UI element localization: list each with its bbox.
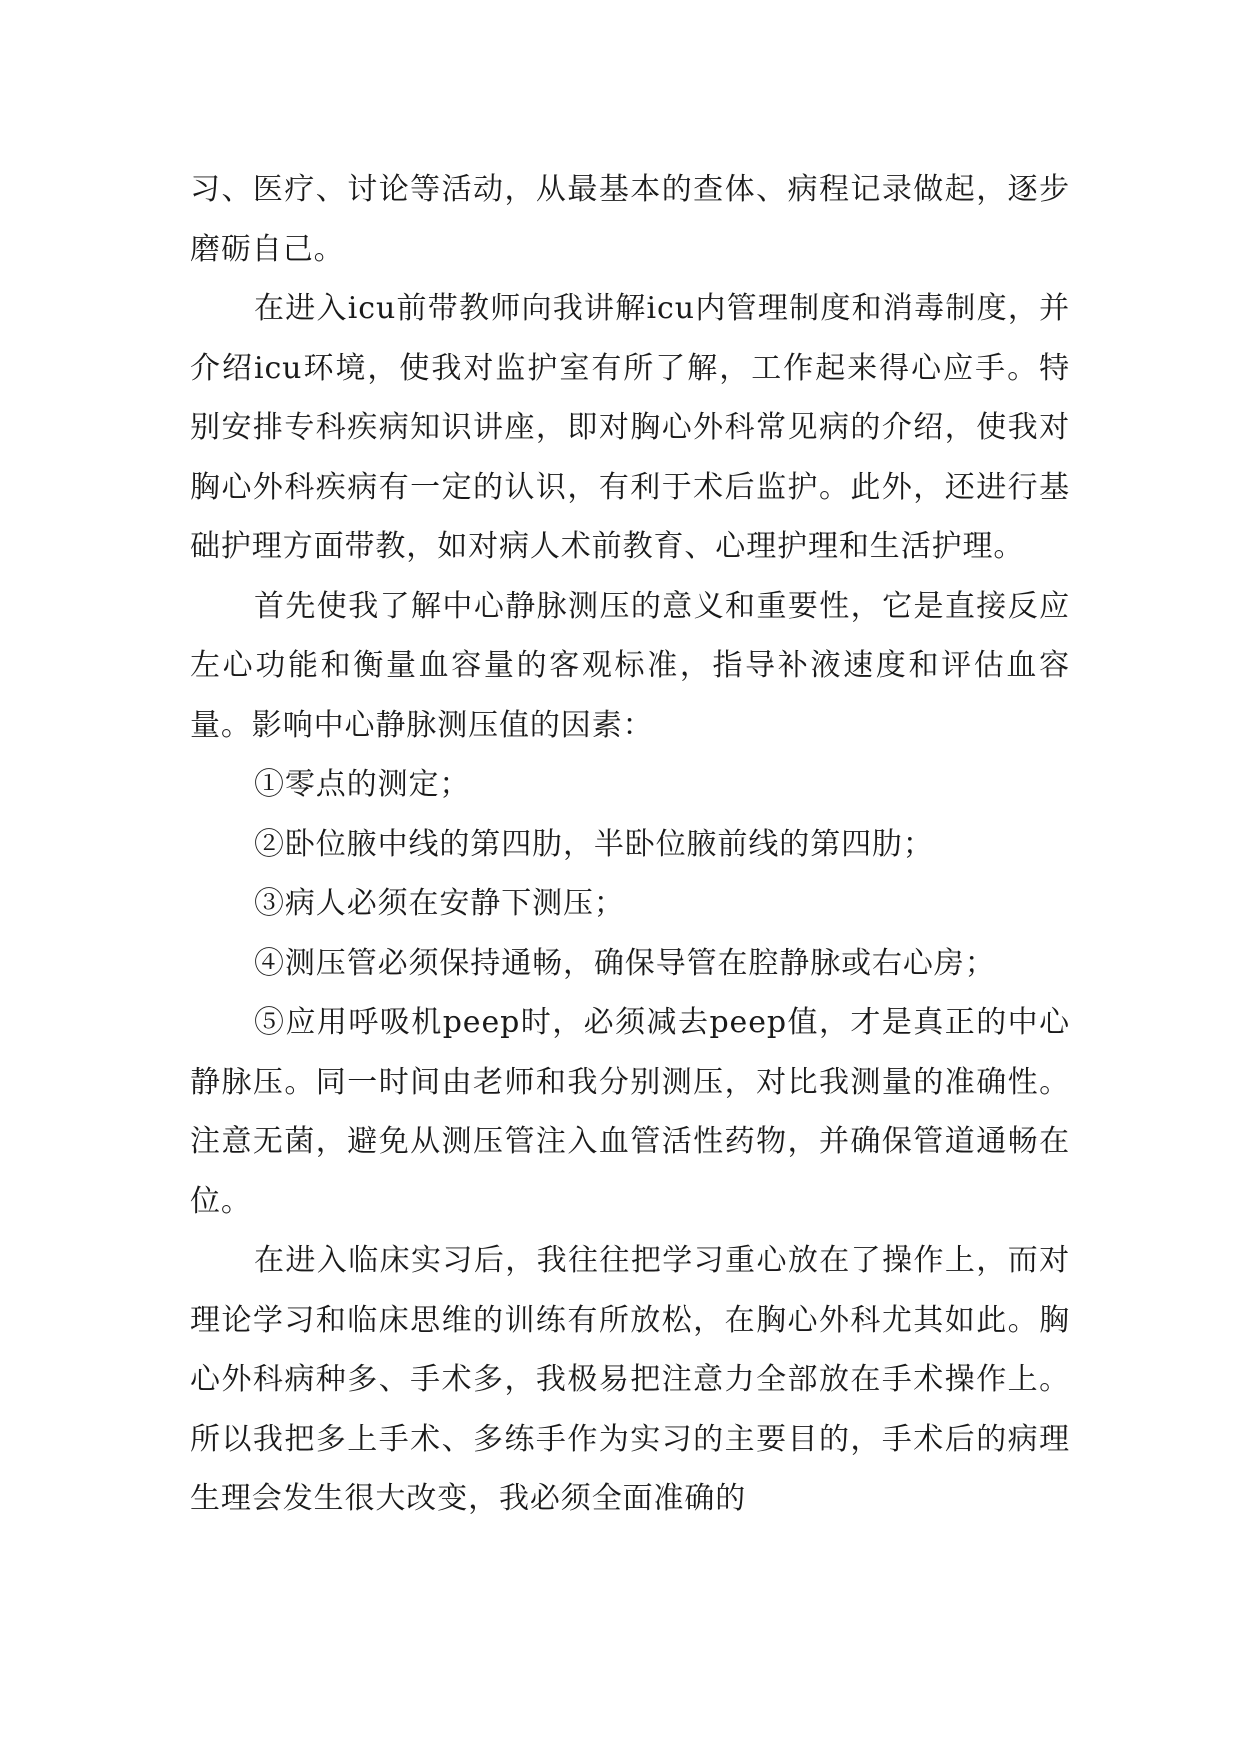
list-item-quiet: ③病人必须在安静下测压；: [254, 886, 625, 921]
paragraph-clinical-practice: 在进入临床实习后，我往往把学习重心放在了操作上，而对理论学习和临床思维的训练有所放松，在胸心外科尤其如此。胸心外科病种多、手术多，我极易把注意力全部放在手术操作上。所以我把多上手术、多练手作为实习的主要目的，手术后的病理生理会发生很大改变，我必须全面准确的: [190, 1243, 1070, 1516]
list-item-patency: ④测压管必须保持通畅，确保导管在腔静脉或右心房；: [254, 945, 996, 981]
paragraph-icu-introduction: 在进入icu前带教师向我讲解icu内管理制度和消毒制度，并介绍icu环境，使我对监护室有所了解，工作起来得心应手。特别安排专科疾病知识讲座，即对胸心外科常见病的介绍，使我对胸心外科疾病有一定的认识，有利于术后监护。此外，还进行基础护理方面带教，如对病人术前教育、心理护理和生活护理。: [190, 291, 1070, 564]
document-body: [190, 160, 1070, 1529]
list-item-position: ②卧位腋中线的第四肋，半卧位腋前线的第四肋；: [254, 826, 934, 862]
paragraph-peep: ⑤应用呼吸机peep时，必须减去peep值，才是真正的中心静脉压。同一时间由老师和我分别测压，对比我测量的准确性。注意无菌，避免从测压管注入血管活性药物，并确保管道通畅在位。: [190, 1005, 1070, 1219]
list-item-zero-point: ①零点的测定；: [254, 767, 471, 802]
paragraph-cvp-importance: 首先使我了解中心静脉测压的意义和重要性，它是直接反应左心功能和衡量血容量的客观标准，指导补液速度和评估血容量。影响中心静脉测压值的因素：: [190, 588, 1070, 743]
paragraph-continuation: 习、医疗、讨论等活动，从最基本的查体、病程记录做起，逐步磨砺自己。: [190, 172, 1070, 267]
